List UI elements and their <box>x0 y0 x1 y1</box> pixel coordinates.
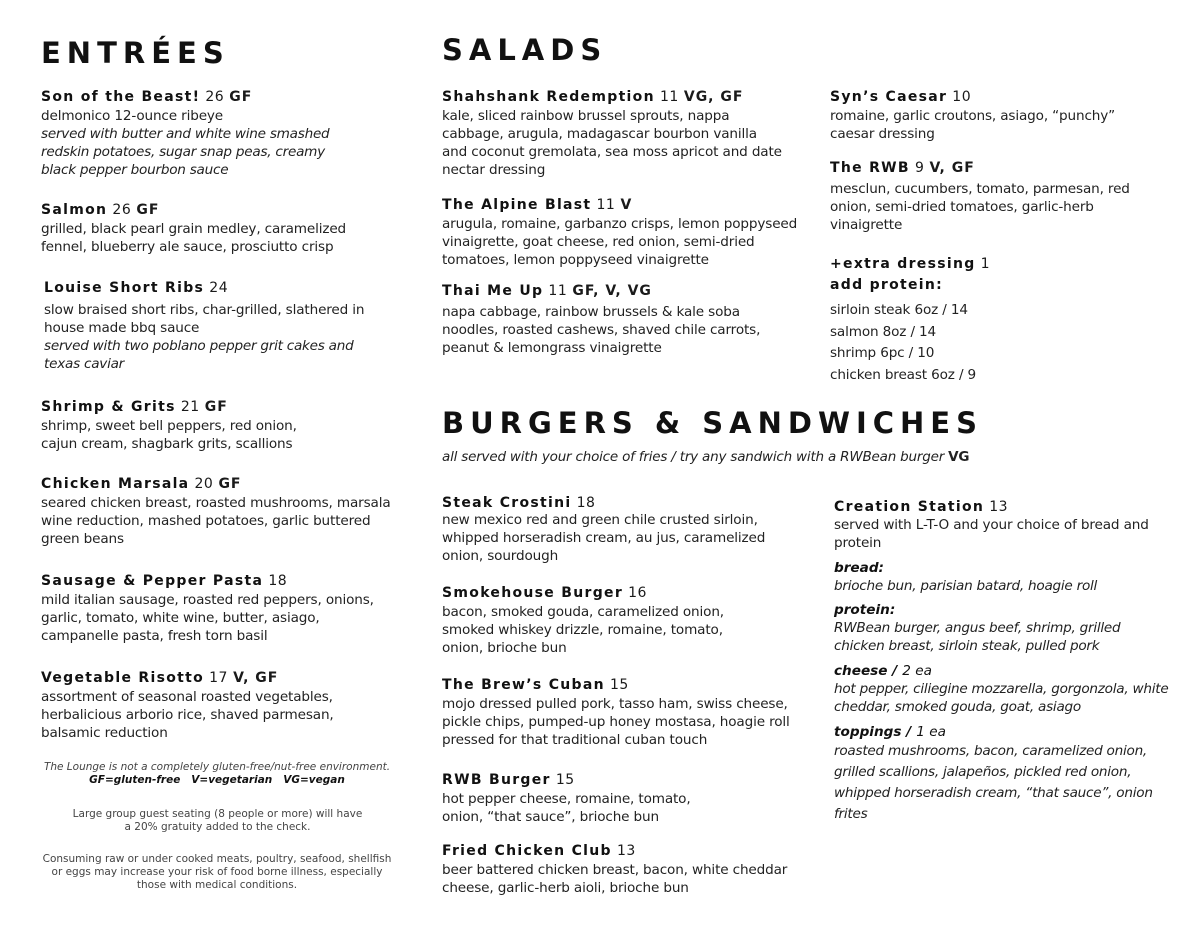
item-name: RWB Burger <box>442 772 551 788</box>
toppings-options <box>834 722 1164 825</box>
item-name: Chicken Marsala <box>41 476 190 492</box>
item-name: The Alpine Blast <box>442 197 592 213</box>
menu-item-brews-cuban <box>442 674 812 749</box>
entrees-heading: ENTRÉES <box>41 36 230 70</box>
item-description: grilled, black pearl grain medley, caramelized fennel, blueberry ale sauce, prosciutto crisp <box>41 221 347 255</box>
menu-item-son-of-the-beast <box>41 86 391 179</box>
toppings-list: roasted mushrooms, bacon, caramelized onion, grilled scallions, jalapeños, pickled red onion, whipped horseradish cream, “that sauce”, onion frites <box>834 743 1153 822</box>
item-description: hot pepper cheese, romaine, tomato, onion, “that sauce”, brioche bun <box>442 791 691 825</box>
menu-item-thai-me-up <box>442 280 787 357</box>
add-protein-section <box>830 276 976 386</box>
menu-item-the-rwb <box>830 157 1150 234</box>
item-price: 26 <box>205 89 225 105</box>
menu-item-chicken-marsala <box>41 473 391 548</box>
item-price: 17 <box>209 670 228 686</box>
item-price: 11 <box>548 283 568 299</box>
item-description: delmonico 12-ounce ribeye <box>41 108 224 124</box>
item-name: Fried Chicken Club <box>442 843 612 859</box>
item-name: The Brew’s Cuban <box>442 677 605 693</box>
item-name: Shahshank Redemption <box>442 89 655 105</box>
menu-item-sausage-pepper-pasta <box>41 570 396 645</box>
item-description: beer battered chicken breast, bacon, white cheddar cheese, garlic-herb aioli, brioche bun <box>442 862 788 896</box>
burgers-subtitle <box>442 449 969 465</box>
gratuity-note: Large group guest seating (8 people or more) will have a 20% gratuity added to the check. <box>72 808 363 833</box>
item-description: new mexico red and green chile crusted sirloin, whipped horseradish cream, au jus, caramelized onion, sourdough <box>442 512 766 564</box>
menu-item-creation-station <box>834 497 1169 825</box>
item-description: mild italian sausage, roasted red peppers, onions, garlic, tomato, white wine, butter, asiago, campanelle pasta, fresh torn basil <box>41 592 374 644</box>
cheese-label: cheese / <box>834 663 898 679</box>
salads-heading: SALADS <box>442 33 608 67</box>
menu-item-vegetable-risotto <box>41 667 371 742</box>
cheese-options <box>834 661 1169 716</box>
item-tags: V, GF <box>929 160 975 176</box>
item-tags: GF <box>136 202 160 218</box>
menu-item-steak-crostini <box>442 494 802 565</box>
item-price: 18 <box>268 573 288 589</box>
item-price: 13 <box>989 499 1009 515</box>
item-description: slow braised short ribs, char-grilled, slathered in house made bbq sauce <box>44 302 365 336</box>
item-price: 24 <box>209 280 229 296</box>
item-description: napa cabbage, rainbow brussels & kale soba noodles, roasted cashews, shaved chile carrots, peanut & lemongrass vinaigrette <box>442 304 761 356</box>
bread-label: bread: <box>834 560 884 576</box>
cheese-price: 2 ea <box>902 663 932 679</box>
item-tags: VG, GF <box>683 89 744 105</box>
item-description: served with L-T-O and your choice of bread and protein <box>834 517 1149 551</box>
menu-item-louise-short-ribs <box>44 277 394 373</box>
menu-item-salmon <box>41 199 386 256</box>
toppings-price: 1 ea <box>916 724 946 740</box>
item-name: The RWB <box>830 160 910 176</box>
item-description: seared chicken breast, roasted mushrooms, marsala wine reduction, mashed potatoes, garlic buttered green beans <box>41 495 391 547</box>
menu-item-alpine-blast <box>442 194 807 269</box>
protein-option: sirloin steak 6oz / 14 <box>830 302 968 318</box>
menu-item-syns-caesar <box>830 86 1140 143</box>
menu-item-rwb-burger <box>442 769 722 826</box>
item-description: shrimp, sweet bell peppers, red onion, cajun cream, shagbark grits, scallions <box>41 418 297 452</box>
item-name: Thai Me Up <box>442 283 544 299</box>
item-name: Salmon <box>41 202 108 218</box>
extra-dressing-label: +extra dressing <box>830 256 976 272</box>
item-description: bacon, smoked gouda, caramelized onion, smoked whiskey drizzle, romaine, tomato, onion, brioche bun <box>442 604 724 656</box>
item-price: 11 <box>659 89 679 105</box>
consumer-advisory: Consuming raw or under cooked meats, poultry, seafood, shellfish or eggs may increase your risk of food borne illness, especially those with medical conditions. <box>42 853 392 891</box>
toppings-label: toppings / <box>834 724 912 740</box>
menu-item-shahshank-redemption <box>442 86 782 179</box>
item-name: Sausage & Pepper Pasta <box>41 573 264 589</box>
dietary-notes <box>38 761 396 787</box>
protein-label: protein: <box>834 602 896 618</box>
protein-option: shrimp 6pc / 10 <box>830 345 935 361</box>
item-serving-note: served with butter and white wine smashed redskin potatoes, sugar snap peas, creamy black pepper bourbon sauce <box>41 126 330 178</box>
item-price: 20 <box>194 476 214 492</box>
item-tags: GF <box>218 476 242 492</box>
item-description: mesclun, cucumbers, tomato, parmesan, red onion, semi-dried tomatoes, garlic-herb vinaigrette <box>830 181 1130 233</box>
item-tags: GF <box>229 89 253 105</box>
item-tags: GF, V, VG <box>572 283 652 299</box>
item-tags: GF <box>204 399 228 415</box>
item-price: 21 <box>180 399 200 415</box>
item-price: 18 <box>576 495 596 511</box>
item-price: 10 <box>952 89 972 105</box>
item-name: Smokehouse Burger <box>442 585 624 601</box>
item-serving-note: served with two poblano pepper grit cakes and texas caviar <box>44 338 354 372</box>
protein-option: salmon 8oz / 14 <box>830 323 937 340</box>
item-price: 15 <box>555 772 575 788</box>
menu-item-fried-chicken-club <box>442 840 812 897</box>
item-description: kale, sliced rainbow brussel sprouts, nappa cabbage, arugula, madagascar bourbon vanilla and coconut gremolata, sea moss apricot and date nectar dressing <box>442 108 782 178</box>
item-price: 26 <box>112 202 132 218</box>
item-description: mojo dressed pulled pork, tasso ham, swiss cheese, pickle chips, pumped-up honey mostasa, hoagie roll pressed for that traditional cuban touch <box>442 696 790 748</box>
item-name: Son of the Beast! <box>41 89 201 105</box>
allergen-note: The Lounge is not a completely gluten-free/nut-free environment. <box>43 761 391 773</box>
item-description: arugula, romaine, garbanzo crisps, lemon poppyseed vinaigrette, goat cheese, red onion, semi-dried tomatoes, lemon poppyseed vinaigrette <box>442 216 798 268</box>
menu-item-smokehouse-burger <box>442 582 757 657</box>
menu-item-shrimp-grits <box>41 396 331 453</box>
item-price: 16 <box>628 585 647 601</box>
bread-list: brioche bun, parisian batard, hoagie roll <box>834 578 1098 594</box>
add-protein-label: add protein: <box>830 277 944 293</box>
item-name: Vegetable Risotto <box>41 670 205 686</box>
cheese-list: hot pepper, ciliegine mozzarella, gorgonzola, white cheddar, smoked gouda, goat, asiago <box>834 681 1169 715</box>
item-name: Shrimp & Grits <box>41 399 176 415</box>
item-name: Louise Short Ribs <box>44 280 205 296</box>
item-tags: V, GF <box>233 670 279 686</box>
item-name: Syn’s Caesar <box>830 89 948 105</box>
burgers-subtitle-tag: VG <box>948 449 970 465</box>
burgers-subtitle-text: all served with your choice of fries / try any sandwich with a RWBean burger <box>442 449 945 465</box>
protein-list: RWBean burger, angus beef, shrimp, grilled chicken breast, sirloin steak, pulled pork <box>834 620 1121 654</box>
protein-options <box>834 601 1164 655</box>
protein-option: chicken breast 6oz / 9 <box>830 366 977 383</box>
burgers-heading: BURGERS & SANDWICHES <box>442 406 983 440</box>
item-price: 13 <box>616 843 636 859</box>
item-name: Creation Station <box>834 499 985 515</box>
item-price: 9 <box>914 160 925 176</box>
item-tags: V <box>620 197 633 213</box>
extra-dressing <box>830 253 990 274</box>
item-description: assortment of seasonal roasted vegetables, herbalicious arborio rice, shaved parmesan, balsamic reduction <box>41 689 334 741</box>
diet-legend: GF=gluten-free V=vegetarian VG=vegan <box>89 774 345 786</box>
item-price: 15 <box>610 677 629 693</box>
bread-options <box>834 559 1164 595</box>
extra-dressing-price: 1 <box>980 256 991 272</box>
item-name: Steak Crostini <box>442 495 572 511</box>
item-description: romaine, garlic croutons, asiago, “punchy” caesar dressing <box>830 108 1116 142</box>
item-price: 11 <box>596 197 616 213</box>
add-protein-options <box>830 300 976 386</box>
